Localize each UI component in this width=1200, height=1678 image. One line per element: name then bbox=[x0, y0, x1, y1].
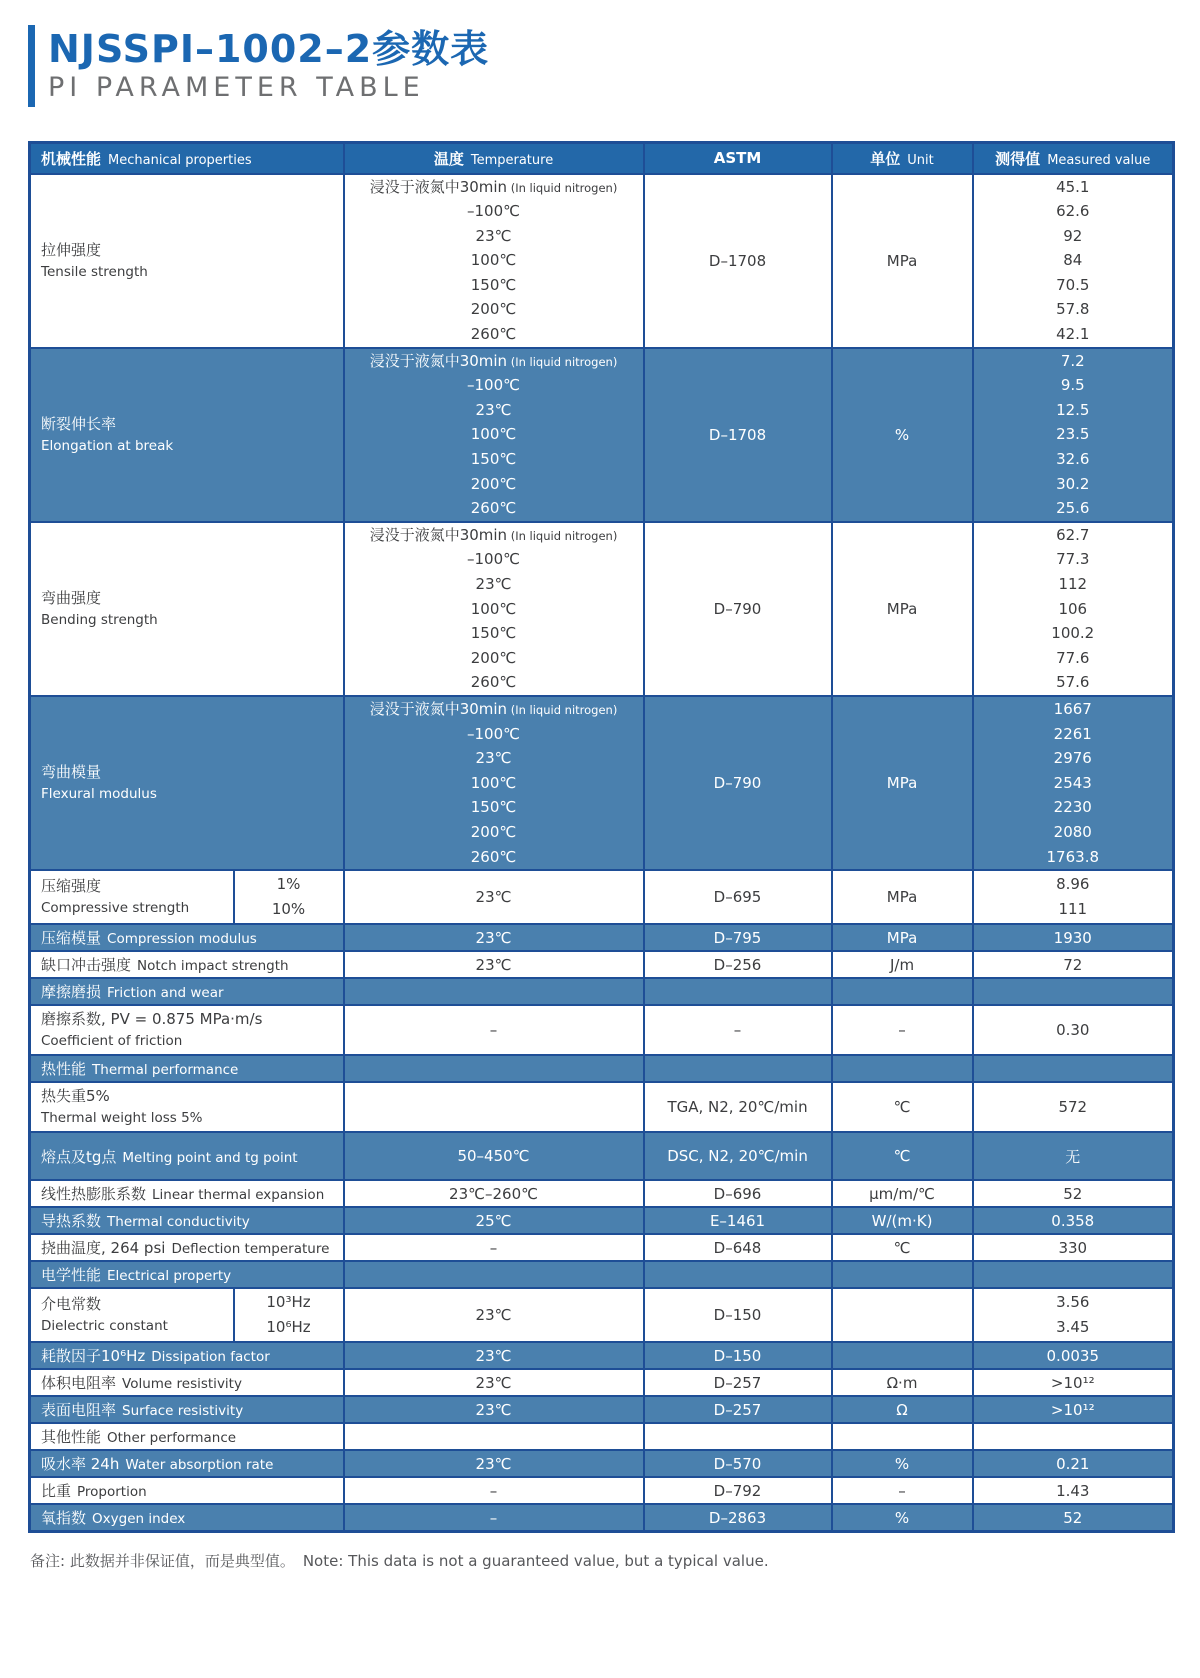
property-label: 介电常数 Dielectric constant bbox=[30, 1288, 234, 1342]
table-row bbox=[30, 1423, 1174, 1450]
temperature-cell: 23℃ bbox=[344, 951, 644, 978]
section-label: 电学性能 Electrical property bbox=[30, 1261, 344, 1288]
table-row bbox=[30, 1477, 1174, 1504]
section-label: 摩擦磨损 Friction and wear bbox=[30, 978, 344, 1005]
empty-cell bbox=[344, 978, 644, 1005]
page-header bbox=[28, 25, 1200, 107]
value-cell: 62.7 77.3 112 106 100.2 77.6 57.6 bbox=[973, 522, 1174, 696]
empty-cell bbox=[973, 1423, 1174, 1450]
temperature-cell: – bbox=[344, 1234, 644, 1261]
table-row bbox=[30, 1234, 1174, 1261]
astm-cell: D–696 bbox=[644, 1180, 832, 1207]
property-label: 比重 Proportion bbox=[30, 1477, 344, 1504]
table-row bbox=[30, 1450, 1174, 1477]
temperature-cell: 23℃ bbox=[344, 924, 644, 951]
unit-cell: W/(m·K) bbox=[832, 1207, 973, 1234]
temperature-cell: – bbox=[344, 1504, 644, 1532]
empty-cell bbox=[644, 1261, 832, 1288]
property-label: 线性热膨胀系数 Linear thermal expansion bbox=[30, 1180, 344, 1207]
value-cell: 1.43 bbox=[973, 1477, 1174, 1504]
temperature-cell: 浸没于液氮中30min (In liquid nitrogen) –100℃ 23℃ 100℃ 150℃ 200℃ 260℃ bbox=[344, 696, 644, 870]
unit-cell bbox=[832, 1342, 973, 1369]
empty-cell bbox=[644, 1423, 832, 1450]
property-label: 压缩模量 Compression modulus bbox=[30, 924, 344, 951]
property-label: 表面电阻率 Surface resistivity bbox=[30, 1396, 344, 1423]
table-row bbox=[30, 174, 1174, 348]
astm-cell: D–2863 bbox=[644, 1504, 832, 1532]
temperature-cell: 浸没于液氮中30min (In liquid nitrogen) –100℃ 23℃ 100℃ 150℃ 200℃ 260℃ bbox=[344, 348, 644, 522]
value-cell: >10¹² bbox=[973, 1369, 1174, 1396]
unit-cell: Ω·m bbox=[832, 1369, 973, 1396]
astm-cell: DSC, N2, 20℃/min bbox=[644, 1132, 832, 1180]
value-cell: 0.30 bbox=[973, 1005, 1174, 1055]
value-cell: >10¹² bbox=[973, 1396, 1174, 1423]
table-row bbox=[30, 1005, 1174, 1055]
unit-cell: Ω bbox=[832, 1396, 973, 1423]
table-row bbox=[30, 348, 1174, 522]
unit-cell: MPa bbox=[832, 174, 973, 348]
column-header-measured-value: 测得值 Measured value bbox=[973, 143, 1174, 174]
table-row bbox=[30, 1369, 1174, 1396]
empty-cell bbox=[832, 1261, 973, 1288]
value-cell: 0.0035 bbox=[973, 1342, 1174, 1369]
unit-cell: – bbox=[832, 1477, 973, 1504]
property-label: 氧指数 Oxygen index bbox=[30, 1504, 344, 1532]
table-row bbox=[30, 696, 1174, 870]
astm-cell: D–790 bbox=[644, 696, 832, 870]
value-cell: 1667 2261 2976 2543 2230 2080 1763.8 bbox=[973, 696, 1174, 870]
column-header-unit: 单位 Unit bbox=[832, 143, 973, 174]
sub-condition-cell: 10³Hz 10⁶Hz bbox=[234, 1288, 344, 1342]
temperature-cell: 23℃ bbox=[344, 1396, 644, 1423]
table-row bbox=[30, 1180, 1174, 1207]
footnote-en: Note: This data is not a guaranteed value, but a typical value. bbox=[302, 1552, 769, 1571]
page-subtitle: PI PARAMETER TABLE bbox=[48, 72, 425, 103]
empty-cell bbox=[344, 1261, 644, 1288]
unit-cell: % bbox=[832, 1450, 973, 1477]
value-cell: 72 bbox=[973, 951, 1174, 978]
temperature-cell: – bbox=[344, 1477, 644, 1504]
property-label: 耗散因子10⁶Hz Dissipation factor bbox=[30, 1342, 344, 1369]
table-row bbox=[30, 1342, 1174, 1369]
value-cell: 330 bbox=[973, 1234, 1174, 1261]
table-row bbox=[30, 951, 1174, 978]
table-row bbox=[30, 1132, 1174, 1180]
temperature-cell: 浸没于液氮中30min (In liquid nitrogen) –100℃ 23℃ 100℃ 150℃ 200℃ 260℃ bbox=[344, 174, 644, 348]
astm-cell: D–257 bbox=[644, 1369, 832, 1396]
property-label: 体积电阻率 Volume resistivity bbox=[30, 1369, 344, 1396]
property-label: 熔点及tg点 Melting point and tg point bbox=[30, 1132, 344, 1180]
property-label: 拉伸强度 Tensile strength bbox=[30, 174, 344, 348]
astm-cell: E–1461 bbox=[644, 1207, 832, 1234]
astm-cell: D–795 bbox=[644, 924, 832, 951]
temperature-cell: 50–450℃ bbox=[344, 1132, 644, 1180]
value-cell: 0.358 bbox=[973, 1207, 1174, 1234]
astm-cell: – bbox=[644, 1005, 832, 1055]
table-row bbox=[30, 1261, 1174, 1288]
value-cell: 1930 bbox=[973, 924, 1174, 951]
property-label: 挠曲温度, 264 psi Deflection temperature bbox=[30, 1234, 344, 1261]
empty-cell bbox=[832, 1055, 973, 1082]
table-row bbox=[30, 978, 1174, 1005]
column-header-temperature: 温度 Temperature bbox=[344, 143, 644, 174]
empty-cell bbox=[644, 978, 832, 1005]
value-cell: 无 bbox=[973, 1132, 1174, 1180]
temperature-cell bbox=[344, 1082, 644, 1132]
empty-cell bbox=[832, 1423, 973, 1450]
empty-cell bbox=[832, 978, 973, 1005]
value-cell: 52 bbox=[973, 1504, 1174, 1532]
property-label: 磨擦系数, PV = 0.875 MPa·m/s Coefficient of friction bbox=[30, 1005, 344, 1055]
empty-cell bbox=[644, 1055, 832, 1082]
unit-cell: % bbox=[832, 348, 973, 522]
temperature-cell: 浸没于液氮中30min (In liquid nitrogen) –100℃ 23℃ 100℃ 150℃ 200℃ 260℃ bbox=[344, 522, 644, 696]
unit-cell: MPa bbox=[832, 924, 973, 951]
table-header-row bbox=[30, 143, 1174, 174]
unit-cell: μm/m/℃ bbox=[832, 1180, 973, 1207]
table-row bbox=[30, 1055, 1174, 1082]
property-label: 压缩强度 Compressive strength bbox=[30, 870, 234, 924]
table-row bbox=[30, 1396, 1174, 1423]
astm-cell: D–1708 bbox=[644, 174, 832, 348]
table-row bbox=[30, 1082, 1174, 1132]
table-row bbox=[30, 1504, 1174, 1532]
footnote-cn: 备注: 此数据并非保证值，而是典型值。 bbox=[30, 1552, 295, 1571]
temperature-cell: 23℃ bbox=[344, 870, 644, 924]
section-label: 其他性能 Other performance bbox=[30, 1423, 344, 1450]
table-row bbox=[30, 870, 1174, 924]
property-label: 断裂伸长率 Elongation at break bbox=[30, 348, 344, 522]
temperature-cell: – bbox=[344, 1005, 644, 1055]
value-cell: 7.2 9.5 12.5 23.5 32.6 30.2 25.6 bbox=[973, 348, 1174, 522]
value-cell: 52 bbox=[973, 1180, 1174, 1207]
astm-cell: D–256 bbox=[644, 951, 832, 978]
temperature-cell: 25℃ bbox=[344, 1207, 644, 1234]
table-row bbox=[30, 924, 1174, 951]
unit-cell: MPa bbox=[832, 696, 973, 870]
astm-cell: D–695 bbox=[644, 870, 832, 924]
temperature-cell: 23℃ bbox=[344, 1342, 644, 1369]
property-label: 导热系数 Thermal conductivity bbox=[30, 1207, 344, 1234]
unit-cell: J/m bbox=[832, 951, 973, 978]
property-label: 弯曲模量 Flexural modulus bbox=[30, 696, 344, 870]
astm-cell: D–792 bbox=[644, 1477, 832, 1504]
unit-cell: % bbox=[832, 1504, 973, 1532]
value-cell: 572 bbox=[973, 1082, 1174, 1132]
astm-cell: D–1708 bbox=[644, 348, 832, 522]
astm-cell: D–150 bbox=[644, 1342, 832, 1369]
unit-cell bbox=[832, 1288, 973, 1342]
property-label: 吸水率 24h Water absorption rate bbox=[30, 1450, 344, 1477]
footnote bbox=[30, 1550, 1200, 1571]
column-header-mechanical-properties: 机械性能 Mechanical properties bbox=[30, 143, 344, 174]
temperature-cell: 23℃–260℃ bbox=[344, 1180, 644, 1207]
value-cell: 8.96 111 bbox=[973, 870, 1174, 924]
section-label: 热性能 Thermal performance bbox=[30, 1055, 344, 1082]
temperature-cell: 23℃ bbox=[344, 1369, 644, 1396]
astm-cell: TGA, N2, 20℃/min bbox=[644, 1082, 832, 1132]
empty-cell bbox=[973, 1261, 1174, 1288]
empty-cell bbox=[973, 1055, 1174, 1082]
astm-cell: D–790 bbox=[644, 522, 832, 696]
property-label: 弯曲强度 Bending strength bbox=[30, 522, 344, 696]
unit-cell: ℃ bbox=[832, 1132, 973, 1180]
value-cell: 3.56 3.45 bbox=[973, 1288, 1174, 1342]
property-label: 缺口冲击强度 Notch impact strength bbox=[30, 951, 344, 978]
astm-cell: D–648 bbox=[644, 1234, 832, 1261]
title-accent-bar bbox=[28, 25, 35, 107]
property-label: 热失重5% Thermal weight loss 5% bbox=[30, 1082, 344, 1132]
unit-cell: ℃ bbox=[832, 1082, 973, 1132]
sub-condition-cell: 1% 10% bbox=[234, 870, 344, 924]
page-title: NJSSPI–1002–2参数表 bbox=[48, 27, 490, 71]
astm-cell: D–570 bbox=[644, 1450, 832, 1477]
table-row bbox=[30, 522, 1174, 696]
value-cell: 0.21 bbox=[973, 1450, 1174, 1477]
temperature-cell: 23℃ bbox=[344, 1450, 644, 1477]
unit-cell: – bbox=[832, 1005, 973, 1055]
unit-cell: MPa bbox=[832, 522, 973, 696]
table-row bbox=[30, 1207, 1174, 1234]
column-header-astm: ASTM bbox=[644, 143, 832, 174]
empty-cell bbox=[344, 1423, 644, 1450]
unit-cell: ℃ bbox=[832, 1234, 973, 1261]
temperature-cell: 23℃ bbox=[344, 1288, 644, 1342]
empty-cell bbox=[973, 978, 1174, 1005]
unit-cell: MPa bbox=[832, 870, 973, 924]
value-cell: 45.1 62.6 92 84 70.5 57.8 42.1 bbox=[973, 174, 1174, 348]
astm-cell: D–257 bbox=[644, 1396, 832, 1423]
astm-cell: D–150 bbox=[644, 1288, 832, 1342]
table-row bbox=[30, 1288, 1174, 1342]
empty-cell bbox=[344, 1055, 644, 1082]
parameter-table bbox=[28, 141, 1175, 1533]
